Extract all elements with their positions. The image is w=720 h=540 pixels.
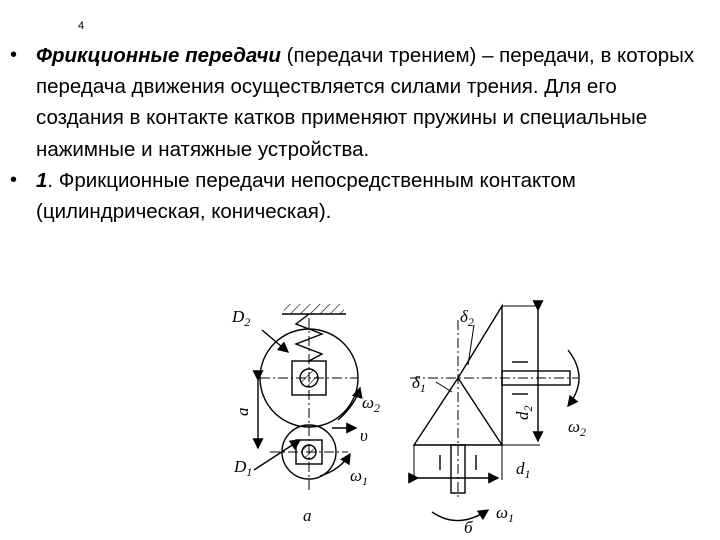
term-emphasis: Фрикционные передачи xyxy=(36,44,281,67)
bullet-dot: • xyxy=(10,168,18,191)
label-delta1: $\delta_1$ xyxy=(412,373,426,395)
caption-a: a xyxy=(303,506,312,525)
delta2-leader xyxy=(468,325,474,365)
label-D2: $D_2$ xyxy=(232,307,251,329)
label-v: υ xyxy=(360,426,368,445)
label-omega2: $\omega_2$ xyxy=(568,417,587,439)
number-emphasis: 1 xyxy=(36,168,48,192)
type-description: . Фрикционные передачи непосредственным контактом (цилиндрическая, коническая). xyxy=(36,168,576,224)
slide-number: 4 xyxy=(78,20,85,32)
caption-b: б xyxy=(464,518,473,537)
label-omega1: $\omega_1$ xyxy=(350,466,369,488)
top-support-hatch xyxy=(284,304,344,314)
label-d1: $d_1$ xyxy=(516,459,531,481)
label-omega2: $\omega_2$ xyxy=(362,393,381,415)
label-a: a xyxy=(233,407,252,416)
conical-drive-diagram xyxy=(410,306,579,521)
label-omega1: $\omega_1$ xyxy=(496,503,515,525)
omega1-arrow xyxy=(432,510,488,521)
label-D1: $D_1$ xyxy=(234,457,253,479)
definition-text: (передачи трением) – передачи, в которых передача движения осуществляется силами трения. Для его создания в контакте катков применяют пружины и специальные нажимные и натяжные устройства. xyxy=(36,44,695,161)
large-cone xyxy=(458,306,502,445)
label-d2: $d_2$ xyxy=(513,405,535,420)
label-delta2: $\delta_2$ xyxy=(460,307,474,329)
d2-leader xyxy=(262,330,288,352)
conical-drive-labels xyxy=(412,307,586,537)
d1-leader xyxy=(254,440,300,470)
bullet-dot: • xyxy=(10,44,18,66)
cylindrical-drive-diagram xyxy=(254,304,360,490)
delta1-leader xyxy=(436,382,452,392)
